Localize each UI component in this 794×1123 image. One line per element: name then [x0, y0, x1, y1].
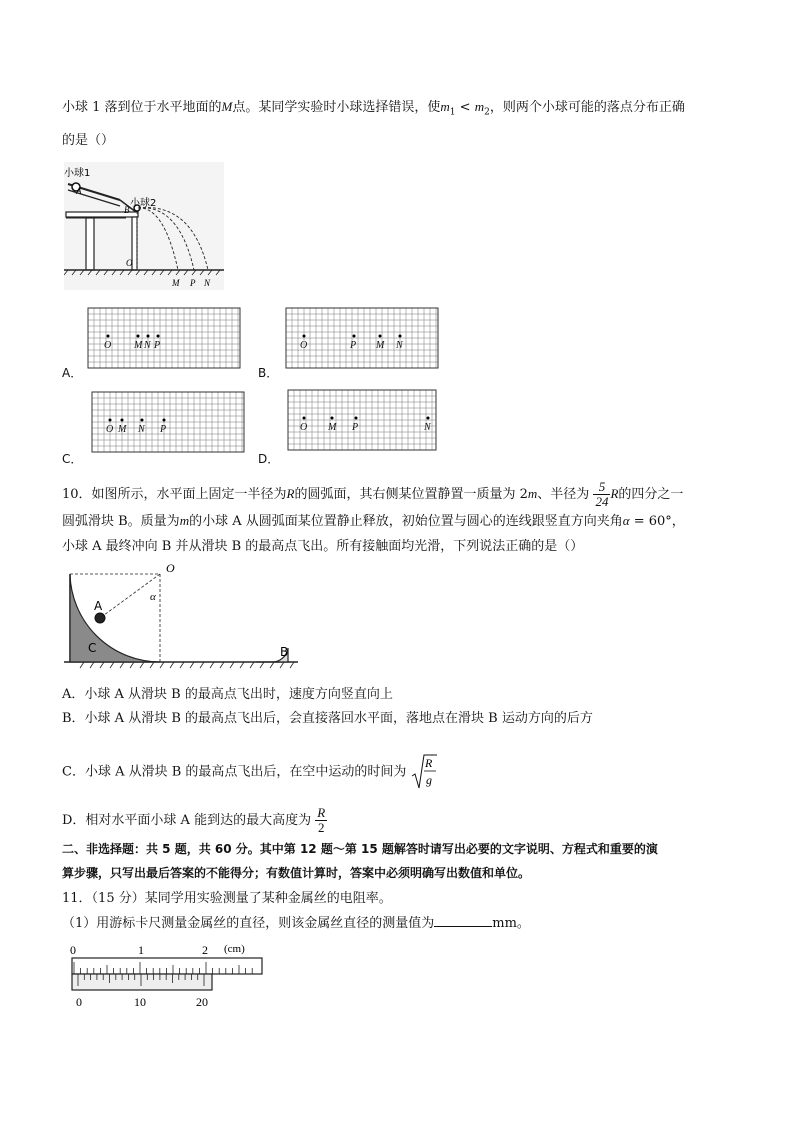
q9-line2: 的是（） [62, 133, 115, 148]
label-B: B [124, 205, 130, 215]
q10-option-b[interactable]: B．小球 A 从滑块 B 的最高点飞出后，会直接落回水平面，落地点在滑块 B 运动方向的后方 [62, 711, 593, 726]
landing-point-label-P: P [160, 424, 167, 435]
label-ball1: 小球1 [64, 168, 91, 179]
landing-point-dot [427, 417, 430, 420]
landing-point-dot [331, 417, 334, 420]
section2-line1: 二、非选择题：共 5 题，共 60 分。其中第 12 题～第 15 题解答时请写出必要的文字说明、方程式和重要的演 [62, 842, 658, 856]
vernier-caliper-figure [66, 940, 266, 1020]
label-M: M [172, 278, 180, 288]
q9-option-c-label[interactable]: C． [62, 452, 83, 466]
q9-option-d-label[interactable]: D． [258, 452, 280, 466]
main-label-0: 0 [70, 943, 76, 957]
label-B: B [280, 645, 289, 659]
q9-option-a-grid[interactable] [86, 306, 242, 370]
fraction-r-over-2: $\frac{R}{2}$ [317, 805, 326, 835]
vernier-label-20: 20 [196, 995, 208, 1009]
q10-line1: 10．如图所示，水平面上固定一半径为R的圆弧面，其右侧某位置静置一质量为 2m、半径为 $\frac{5}{24}$ R的四分之一 [62, 479, 684, 509]
answer-blank[interactable] [434, 914, 492, 927]
landing-point-label-N: N [396, 340, 403, 351]
landing-point-label-M: M [118, 424, 127, 435]
q9-option-b-label[interactable]: B． [258, 366, 279, 380]
svg-text:g: g [425, 773, 432, 787]
landing-point-dot [157, 335, 160, 338]
label-O: O [166, 561, 175, 575]
q11-sub1: （1）用游标卡尺测量金属丝的直径，则该金属丝直径的测量值为 mm。 [62, 916, 530, 931]
main-label-2: 2 [202, 943, 208, 957]
q11-stem: 11．（15 分）某同学用实验测量了某种金属丝的电阻率。 [62, 891, 392, 906]
q9-line1: 小球 1 落到位于水平地面的M点。某同学实验时小球选择错误，使$m_1 < m_2$，则两个小球可能的落点分布正确 [62, 99, 685, 118]
landing-point-dot [303, 417, 306, 420]
landing-point-dot [121, 419, 124, 422]
landing-point-label-N: N [424, 422, 431, 433]
landing-point-label-N: N [144, 340, 151, 351]
landing-point-dot [147, 335, 150, 338]
q9-option-b-grid[interactable] [284, 306, 440, 370]
landing-point-dot [379, 335, 382, 338]
landing-point-label-M: M [134, 340, 143, 351]
landing-point-dot [303, 335, 306, 338]
label-N: N [204, 278, 211, 288]
label-O: O [126, 258, 133, 268]
sqrt-r-over-g [411, 754, 437, 790]
landing-point-dot [353, 335, 356, 338]
q9-figure [64, 162, 224, 290]
q10-option-c[interactable]: C．小球 A 从滑块 B 的最高点飞出后，在空中运动的时间为 R g [62, 754, 437, 790]
q10-option-a[interactable]: A．小球 A 从滑块 B 的最高点飞出时，速度方向竖直向上 [62, 687, 393, 702]
landing-point-dot [355, 417, 358, 420]
ball-a-icon [95, 613, 105, 623]
label-alpha: α [150, 591, 156, 603]
label-A: A [94, 599, 103, 613]
landing-point-label-P: P [154, 340, 161, 351]
unit-label: (cm) [224, 943, 245, 955]
landing-point-label-O: O [300, 340, 308, 351]
label-C: C [88, 641, 97, 655]
q10-figure [64, 560, 300, 672]
landing-point-dot [399, 335, 402, 338]
q9-option-c-grid[interactable] [90, 390, 246, 454]
q10-line2: 圆弧滑块 B。质量为m的小球 A 从圆弧面某位置静止释放，初始位置与圆心的连线跟竖直方向夹角α = 60°， [62, 513, 685, 529]
landing-point-label-M: M [376, 340, 385, 351]
landing-point-label-O: O [104, 340, 112, 351]
main-label-1: 1 [138, 943, 144, 957]
landing-point-label-M: M [328, 422, 337, 433]
vernier-label-10: 10 [134, 995, 146, 1009]
landing-point-label-O: O [106, 424, 114, 435]
landing-point-label-O: O [300, 422, 308, 433]
landing-point-dot [109, 419, 112, 422]
landing-point-dot [107, 335, 110, 338]
landing-point-dot [141, 419, 144, 422]
landing-point-dot [137, 335, 140, 338]
vernier-label-0: 0 [76, 995, 82, 1009]
q9-option-d-grid[interactable] [286, 388, 438, 452]
q9-option-a-label[interactable]: A． [62, 366, 83, 380]
q10-option-d[interactable]: D．相对水平面小球 A 能到达的最大高度为 $\frac{R}{2}$ [62, 805, 326, 835]
landing-point-dot [163, 419, 166, 422]
label-ball2: 小球2 [130, 198, 157, 209]
svg-text:R: R [424, 756, 432, 770]
label-P: P [190, 278, 196, 288]
fraction-5-24: $\frac{5}{24}$ [595, 479, 609, 509]
landing-point-label-N: N [138, 424, 145, 435]
landing-point-label-P: P [352, 422, 359, 433]
label-A: A [76, 186, 82, 196]
section2-line2: 算步骤，只写出最后答案的不能得分；有数值计算时，答案中必须明确写出数值和单位。 [62, 866, 531, 880]
q10-line3: 小球 A 最终冲向 B 并从滑块 B 的最高点飞出。所有接触面均光滑，下列说法正确的是（） [62, 539, 584, 554]
landing-point-label-P: P [350, 340, 357, 351]
